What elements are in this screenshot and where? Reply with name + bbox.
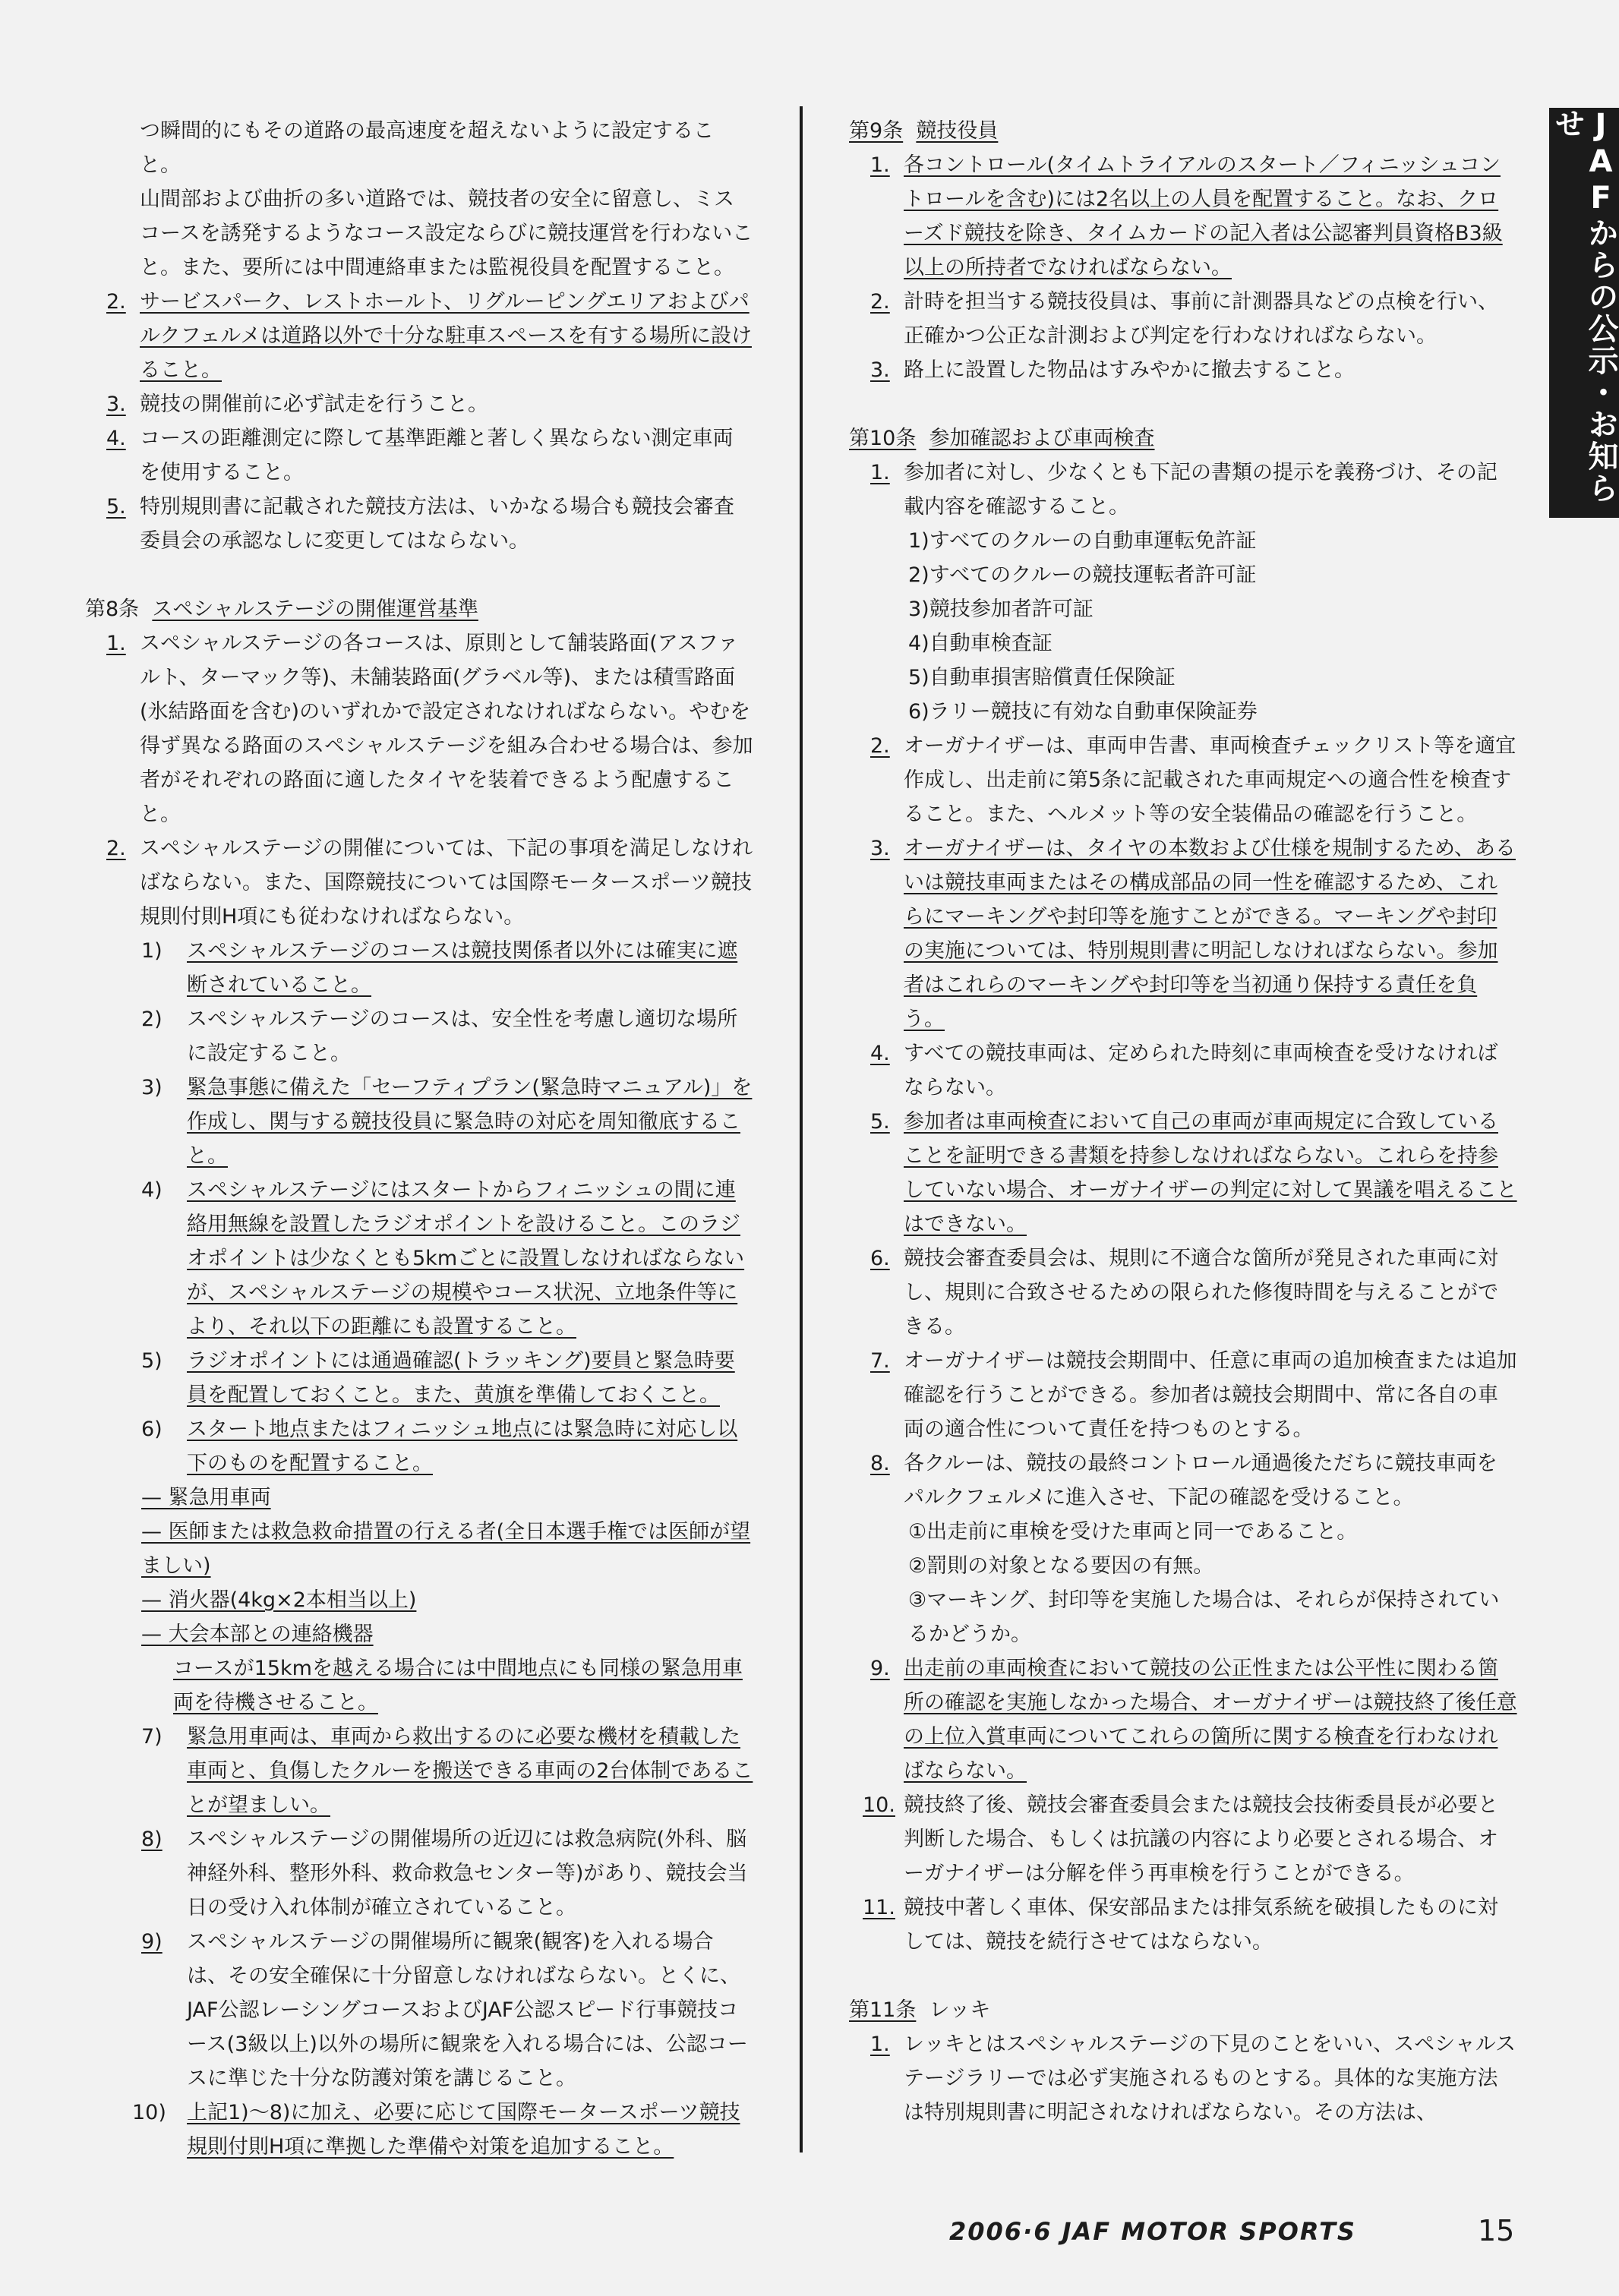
list-item [849, 1651, 1517, 1788]
list-item [849, 1105, 1517, 1241]
item-text: スペシャルステージの開催については、下記の事項を満足しなければならない。また、国際競技については国際モータースポーツ競技規則付則H項にも従わなければならない。 [140, 837, 753, 929]
item-text: 競技の開催前に必ず試走を行うこと。 [140, 393, 488, 416]
item-number: 2. [106, 290, 126, 314]
sub-item-text: ラジオポイントには通過確認(トラッキング)要員と緊急時要員を配置しておくこと。また、黄旗を準備しておくこと。 [187, 1349, 735, 1407]
sub-item [85, 2096, 753, 2164]
item-number: 1. [870, 461, 890, 484]
article-title: スペシャルステージの開催運営基準 [152, 598, 478, 621]
list-item [85, 831, 753, 934]
item-text: オーガナイザーは、タイヤの本数および仕様を規制するため、あるいは競技車両またはその構成部品の同一性を確認するため、これらにマーキングや封印等を施すことができる。マーキングや封印の実施については、特別規則書に明記しなければならない。参加者はこれらのマーキングや封印等を当初通り保持する責任を負う。 [904, 837, 1516, 1031]
sub-item-number: 9) [141, 1930, 163, 1954]
sub-item-number: 10) [132, 2101, 166, 2124]
sub-item-text: スペシャルステージの開催場所に観衆(観客)を入れる場合は、その安全確保に十分留意しなければならない。とくに、JAF公認レーシングコースおよびJAF公認スピード行事競技コース(3級以上)以外の場所に観衆を入れる場合には、公認コースに準じた十分な防護対策を講じること。 [187, 1930, 748, 2090]
sub-item-number: 8) [141, 1828, 163, 1851]
magazine-footer: 2006·6 JAF MOTOR SPORTS [949, 2217, 1356, 2246]
item-text: 路上に設置した物品はすみやかに撤去すること。 [904, 358, 1355, 382]
dash-item: — 消火器(4kg×2本相当以上) [141, 1588, 417, 1612]
item-number: 2. [870, 734, 890, 758]
item-number: 11. [863, 1896, 895, 1919]
sub-item [85, 934, 753, 1002]
list-item [849, 456, 1517, 524]
sub-item-text: スペシャルステージのコースは、安全性を考慮し適切な場所に設定すること。 [187, 1008, 738, 1065]
sub-item-text: 緊急事態に備えた「セーフティプラン(緊急時マニュアル)」を作成し、関与する競技役員に緊急時の対応を周知徹底すること。 [187, 1076, 753, 1168]
item-text: 出走前の車両検査において競技の公正性または公平性に関わる箇所の確認を実施しなかった場合、オーガナイザーは競技終了後任意の上位入賞車両についてこれらの箇所に関する検査を行わなければならない。 [904, 1657, 1517, 1783]
list-item [85, 490, 753, 558]
item-text: オーガナイザーは競技会期間中、任意に車両の追加検査または追加確認を行うことができる。参加者は競技会期間中、常に各自の車両の適合性について責任を持つものとする。 [904, 1349, 1517, 1441]
check-item: ②罰則の対象となる要因の有無。 [908, 1554, 1214, 1578]
left-column [85, 114, 753, 2164]
dash-item: — 緊急用車両 [141, 1486, 271, 1509]
list-item [849, 1446, 1517, 1515]
item-text: スペシャルステージの各コースは、原則として舗装路面(アスファルト、ターマック等)、未舗装路面(グラベル等)、または積雪路面(氷結路面を含む)のいずれかで設定されなければならない。やむを得ず異なる路面のスペシャルステージを組み合わせる場合は、参加者がそれぞれの路面に適したタイヤを装着できるよう配慮すること。 [140, 632, 753, 826]
item-text: 各クルーは、競技の最終コントロール通過後ただちに競技車両をパルクフェルメに進入させ、下記の確認を受けること。 [904, 1452, 1497, 1509]
list-item [85, 421, 753, 490]
item-number: 1. [106, 632, 126, 655]
item-number: 4. [106, 427, 126, 450]
sub-item-number: 6) [141, 1418, 163, 1441]
item-number: 1. [870, 153, 890, 177]
document-item: 4)自動車検査証 [908, 632, 1053, 655]
item-number: 1. [870, 2033, 890, 2056]
sub-item-text: スタート地点またはフィニッシュ地点には緊急時に対応し以下のものを配置すること。 [187, 1418, 738, 1475]
article-number: 第10条 [849, 427, 917, 450]
page-number: 15 [1478, 2214, 1515, 2247]
article-heading [849, 421, 1517, 456]
item-text: 参加者に対し、少なくとも下記の書類の提示を義務づけ、その記載内容を確認すること。 [904, 461, 1497, 519]
document-item: 3)競技参加者許可証 [908, 598, 1094, 621]
sub-item-text: スペシャルステージのコースは競技関係者以外には確実に遮断されていること。 [187, 939, 738, 997]
article-heading [85, 592, 753, 626]
item-text: オーガナイザーは、車両申告書、車両検査チェックリスト等を適宜作成し、出走前に第5条に記載された車両規定への適合性を検査すること。また、ヘルメット等の安全装備品の確認を行うこと。 [904, 734, 1516, 826]
item-text: 特別規則書に記載された競技方法は、いかなる場合も競技会審査委員会の承認なしに変更してはならない。 [140, 495, 734, 553]
item-number: 5. [106, 495, 126, 519]
article-title: レッキ [929, 1998, 991, 2022]
item-number: 10. [863, 1793, 895, 1817]
article-number: 第11条 [849, 1998, 917, 2022]
item-number: 7. [870, 1349, 890, 1373]
sub-item [85, 1925, 753, 2096]
item-text: 競技会審査委員会は、規則に不適合な箇所が発見された車両に対し、規則に合致させるための限られた修復時間を与えることができる。 [904, 1247, 1498, 1339]
document-item: 1)すべてのクルーの自動車運転免許証 [908, 529, 1257, 553]
sub-item-number: 1) [141, 939, 163, 963]
sub-item-text: 緊急用車両は、車両から救出するのに必要な機材を積載した車両と、負傷したクルーを搬送できる車両の2台体制であることが望ましい。 [187, 1725, 753, 1817]
article-number: 第9条 [849, 119, 904, 143]
item-number: 3. [870, 837, 890, 860]
item-number: 4. [870, 1042, 890, 1065]
sub-item [85, 1173, 753, 1344]
section-side-tab: JAFからの公示・お知らせ [1549, 108, 1619, 518]
item-number: 9. [870, 1657, 890, 1680]
item-text: レッキとはスペシャルステージの下見のことをいい、スペシャルステージラリーでは必ず実施されるものとする。具体的な実施方法は特別規則書に明記されなければならない。その方法は、 [904, 2033, 1516, 2124]
list-item [85, 626, 753, 831]
item-number: 2. [870, 290, 890, 314]
item-text: サービスパーク、レストホールト、リグルーピングエリアおよびパルクフェルメは道路以外で十分な駐車スペースを有する場所に設けること。 [140, 290, 752, 382]
sub-item-text: スペシャルステージにはスタートからフィニッシュの間に連絡用無線を設置したラジオポイントを設けること。このラジオポイントは少なくとも5kmごとに設置しなければならないが、スペシャルステージの規模やコース状況、立地条件等により、それ以下の距離にも設置すること。 [187, 1178, 745, 1339]
list-item [849, 285, 1517, 353]
right-column [849, 114, 1517, 2130]
list-item [849, 148, 1517, 285]
column-divider [800, 106, 803, 2152]
item-text: 計時を担当する競技役員は、事前に計測器具などの点検を行い、正確かつ公正な計測および判定を行わなければならない。 [904, 290, 1498, 348]
list-item [849, 353, 1517, 387]
item-number: 5. [870, 1110, 890, 1134]
list-item [849, 1241, 1517, 1344]
article-heading [849, 114, 1517, 148]
item-number: 3. [106, 393, 126, 416]
item-number: 3. [870, 358, 890, 382]
item-text: 各コントロール(タイムトライアルのスタート／フィニッシュコントロールを含む)には2名以上の人員を配置すること。なお、クローズド競技を除き、タイムカードの記入者は公認審判員資格B3級以上の所持者でなければならない。 [904, 153, 1503, 279]
sub-item [85, 1002, 753, 1071]
document-item: 2)すべてのクルーの競技運転者許可証 [908, 563, 1257, 587]
sub-item [85, 1071, 753, 1173]
item-text: すべての競技車両は、定められた時刻に車両検査を受けなければならない。 [904, 1042, 1498, 1099]
article-title: 参加確認および車両検査 [929, 427, 1155, 450]
sub-item-number: 5) [141, 1349, 163, 1373]
sub-item [85, 1822, 753, 1925]
list-item [849, 2027, 1517, 2130]
item-text: 参加者は車両検査において自己の車両が車両規定に合致していることを証明できる書類を持参しなければならない。これらを持参していない場合、オーガナイザーの判定に対して異議を唱えることはできない。 [904, 1110, 1517, 1236]
item-number: 6. [870, 1247, 890, 1270]
sub-item-number: 2) [141, 1008, 163, 1031]
sub-item-number: 4) [141, 1178, 163, 1202]
check-item: ①出走前に車検を受けた車両と同一であること。 [908, 1520, 1358, 1544]
list-item [85, 285, 753, 387]
item-text: コースの距離測定に際して基準距離と著しく異ならない測定車両を使用すること。 [140, 427, 734, 484]
list-item [849, 831, 1517, 1036]
article-title: 競技役員 [916, 119, 999, 143]
sub-item-text: 上記1)～8)に加え、必要に応じて国際モータースポーツ競技規則付則H項に準拠した準備や対策を追加すること。 [187, 2101, 740, 2159]
item-text: 競技中著しく車体、保安部品または排気系統を破損したものに対しては、競技を続行させてはならない。 [904, 1896, 1498, 1954]
article-number: 第8条 [85, 598, 140, 621]
sub-item-number: 3) [141, 1076, 163, 1099]
sub-item [85, 1720, 753, 1822]
sub-item-number: 7) [141, 1725, 163, 1749]
dash-item: — 医師または救急救命措置の行える者(全日本選手権では医師が望ましい) [141, 1520, 751, 1578]
intro-paragraph: 山間部および曲折の多い道路では、競技者の安全に留意し、ミスコースを誘発するようなコース設定ならびに競技運営を行わないこと。また、要所には中間連絡車または監視役員を配置すること。 [140, 188, 753, 279]
list-item [849, 1344, 1517, 1446]
sub-item [85, 1344, 753, 1412]
dash-note: コースが15kmを越える場合には中間地点にも同様の緊急用車両を待機させること。 [173, 1657, 743, 1714]
list-item [849, 1036, 1517, 1105]
sub-item [85, 1412, 753, 1481]
article-heading [849, 1993, 1517, 2027]
intro-paragraph: つ瞬間的にもその道路の最高速度を超えないように設定すること。 [140, 119, 714, 177]
document-item: 6)ラリー競技に有効な自動車保険証券 [908, 700, 1258, 724]
list-item [85, 387, 753, 421]
list-item [849, 1788, 1517, 1891]
list-item [849, 729, 1517, 831]
dash-item: — 大会本部との連絡機器 [141, 1623, 374, 1646]
list-item [849, 1891, 1517, 1959]
item-number: 8. [870, 1452, 890, 1475]
item-number: 2. [106, 837, 126, 860]
document-item: 5)自動車損害賠償責任保険証 [908, 666, 1176, 689]
item-text: 競技終了後、競技会審査委員会または競技会技術委員長が必要と判断した場合、もしくは抗議の内容により必要とされる場合、オーガナイザーは分解を伴う再車検を行うことができる。 [904, 1793, 1498, 1885]
check-item: ③マーキング、封印等を実施した場合は、それらが保持されているかどうか。 [908, 1588, 1500, 1646]
sub-item-text: スペシャルステージの開催場所の近辺には救急病院(外科、脳神経外科、整形外科、救命救急センター等)があり、競技会当日の受け入れ体制が確立されていること。 [187, 1828, 748, 1919]
